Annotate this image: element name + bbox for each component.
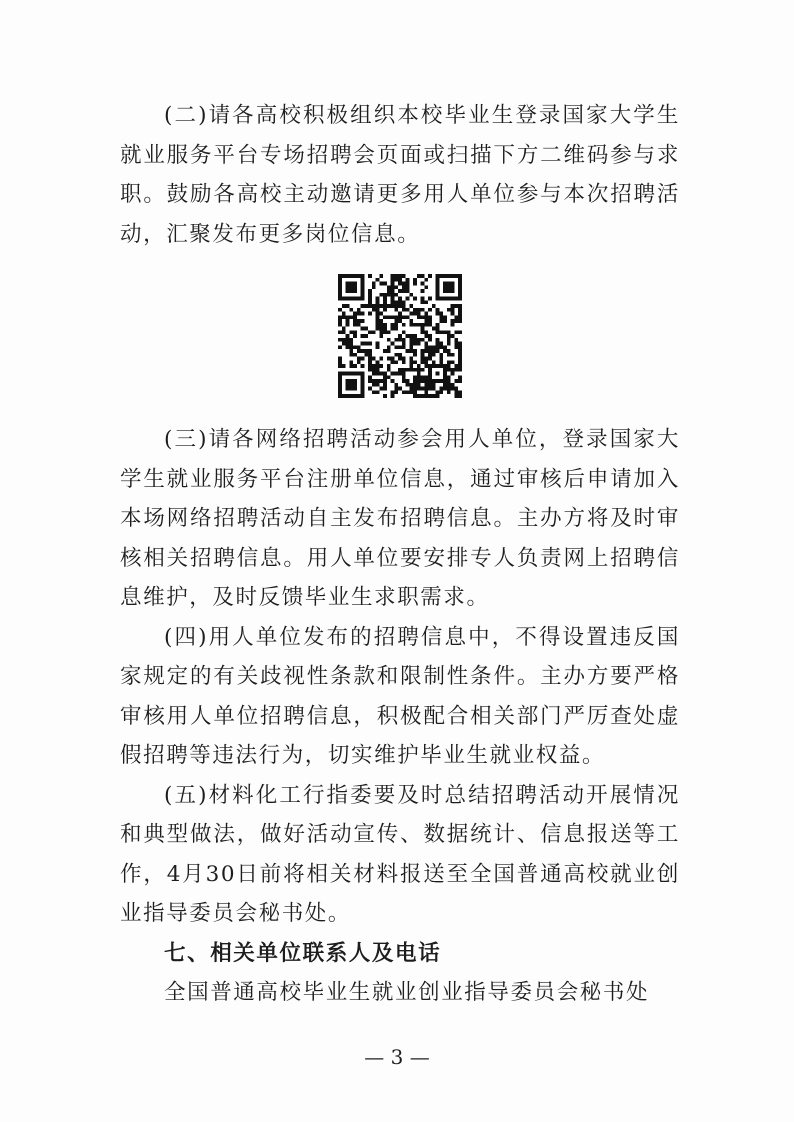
document-body — [120, 96, 680, 1013]
qr-code-icon[interactable] — [338, 274, 462, 398]
paragraph-item-2: (二)请各高校积极组织本校毕业生登录国家大学生就业服务平台专场招聘会页面或扫描下方二维码参与求职。鼓励各高校主动邀请更多用人单位参与本次招聘活动，汇聚发布更多岗位信息。 — [120, 103, 680, 247]
page-number: — 3 — — [364, 1045, 430, 1069]
paragraph-item-5: (五)材料化工行指委要及时总结招聘活动开展情况和典型做法，做好活动宣传、数据统计、信息报送等工作，4月30日前将相关材料报送至全国普通高校就业创业指导委员会秘书处。 — [120, 782, 680, 926]
section-heading-contacts: 七、相关单位联系人及电话 — [164, 940, 442, 966]
qr-code-container — [120, 274, 680, 398]
paragraph-item-4: (四)用人单位发布的招聘信息中，不得设置违反国家规定的有关歧视性条款和限制性条件。主办方要严格审核用人单位招聘信息，积极配合相关部门严厉查处虚假招聘等违法行为，切实维护毕业生就业权益。 — [120, 624, 680, 768]
paragraph-item-3: (三)请各网络招聘活动参会用人单位，登录国家大学生就业服务平台注册单位信息，通过审核后申请加入本场网络招聘活动自主发布招聘信息。主办方将及时审核相关招聘信息。用人单位要安排专人负责网上招聘信息维护，及时反馈毕业生求职需求。 — [120, 427, 680, 610]
contact-organization: 全国普通高校毕业生就业创业指导委员会秘书处 — [164, 980, 650, 1005]
